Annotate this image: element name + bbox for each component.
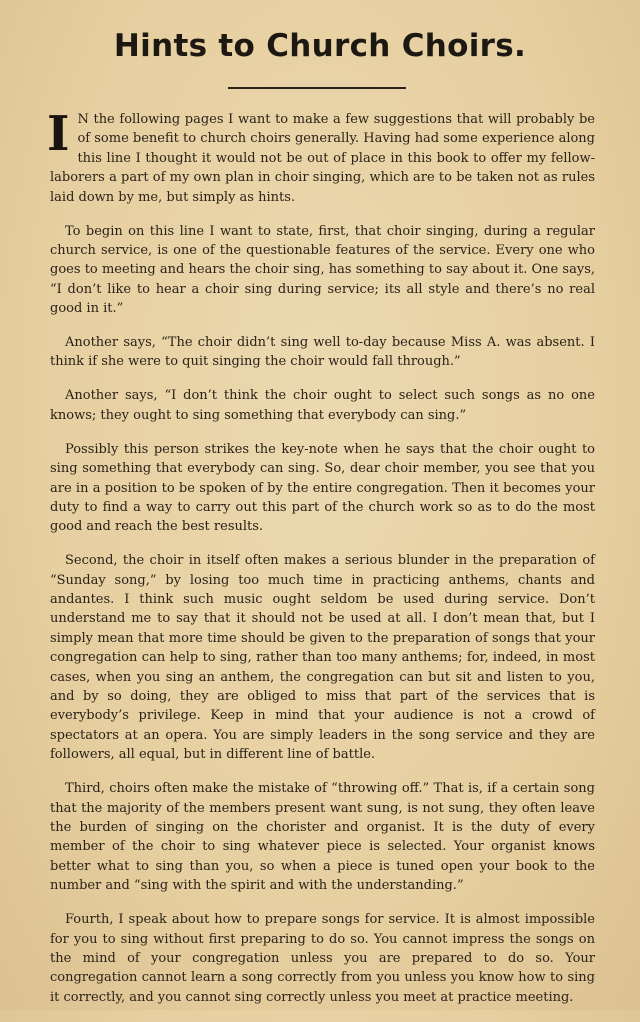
paragraph-1-text: N the following pages I want to make a few suggestions that will probably be of some benefit to church choirs generally. Having had some experience along this line I thought it would not be out of place in this book to offer my fellow-laborers a part of my own plan in choir singing, which are to be taken not as rules laid down by me, but simply as hints. [50, 112, 595, 205]
paragraph-4: Another says, “I don’t think the choir ought to select such songs as no one knows; they ought to sing something that everybody can sing.” [50, 388, 595, 423]
paragraph-1 [47, 106, 595, 207]
drop-cap: I [47, 106, 70, 162]
paragraph-5: Possibly this person strikes the key-note when he says that the choir ought to sing something that everybody can sing. So, dear choir member, you see that you are in a position to be spoken of by the entire congregation. Then it becomes your duty to find a way to carry out this part of the church work so as to do the most good and reach the best results. [50, 441, 595, 535]
paragraph-3: Another says, “The choir didn’t sing well to-day because Miss A. was absent. I think if she were to quit singing the choir would fall through.” [50, 335, 595, 370]
paragraph-2: To begin on this line I want to state, first, that choir singing, during a regular church service, is one of the questionable features of the service. Every one who goes to meeting and hears the choir sing, has something to say about it. One says, “I don’t like to hear a choir sing during service; its all style and there’s no real good in it.” [50, 223, 595, 317]
page-title: Hints to Church Choirs. [113, 28, 527, 64]
body-text [47, 106, 595, 1022]
title-rule [228, 87, 406, 89]
paragraph-6: Second, the choir in itself often makes a serious blunder in the preparation of “Sunday song,” by losing too much time in practicing anthems, chants and andantes. I think such music ought seldom be used during service. Don’t understand me to say that it should not be used at all. I don’t mean that, but I simply mean that more time should be given to the preparation of songs that your congregation can help to sing, rather than too many anthems; for, indeed, in most cases, when you sing an anthem, the congregation can but sit and listen to you, and by so doing, they are obliged to miss that part of the services that is everybody’s privilege. Keep in mind that your audience is not a crowd of spectators at an opera. You are simply leaders in the song service and they are followers, all equal, but in different line of battle. [50, 553, 595, 763]
paragraph-7: Third, choirs often make the mistake of “throwing off.” That is, if a certain song that the majority of the members present want sung, is not sung, they often leave the burden of singing on the chorister and organist. It is the duty of every member of the choir to sing whatever piece is selected. Your organist knows better what to sing than you, so when a piece is tuned open your book to the number and “sing with the spirit and with the understanding.” [50, 781, 595, 894]
paragraph-8: Fourth, I speak about how to prepare songs for service. It is almost impossible for you to sing without first preparing to do so. You cannot impress the songs on the mind of your congregation unless you are prepared to do so. Your congregation cannot learn a song correctly from you unless you know how to sing it correctly, and you cannot sing correctly unless you meet at practice meeting. [50, 912, 595, 1005]
